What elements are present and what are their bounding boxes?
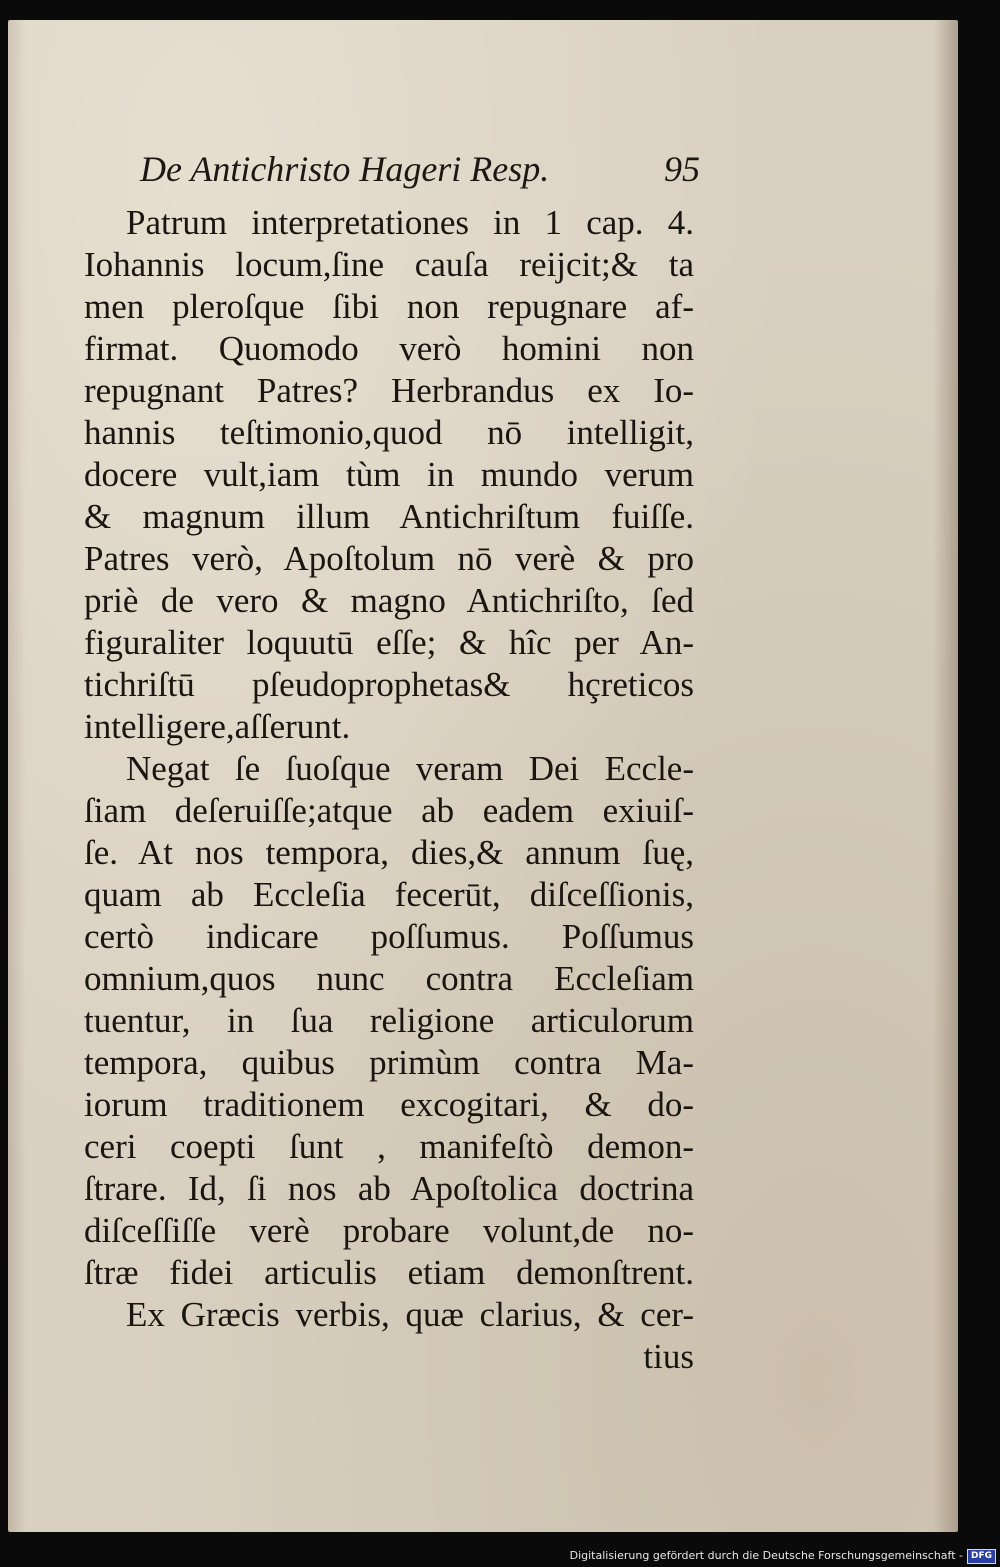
text-line: quam ab Eccleſia fecerūt, diſceſſionis, (84, 875, 694, 914)
text-line: Patrum interpretationes in 1 cap. 4. (126, 203, 694, 242)
text-line: Iohannis locum,ſine cauſa reijcit;& ta (84, 245, 694, 284)
text-line: certò indicare poſſumus. Poſſumus (84, 917, 694, 956)
running-title: De Antichristo Hageri Resp. (140, 149, 550, 189)
dfg-logo: DFG (967, 1549, 996, 1564)
text-line: tempora, quibus primùm contra Ma- (84, 1043, 694, 1082)
text-line: figuraliter loquutū eſſe; & hîc per An- (84, 623, 694, 662)
text-line: ſtrare. Id, ſi nos ab Apoſtolica doctrina (84, 1169, 694, 1208)
text-line: hannis teſtimonio,quod nō intelligit, (84, 413, 694, 452)
text-line: docere vult,iam tùm in mundo verum (84, 455, 694, 494)
running-header (140, 148, 700, 198)
text-line: iorum traditionem excogitari, & do- (84, 1085, 694, 1124)
book-page (8, 20, 958, 1532)
text-line: ceri coepti ſunt , manifeſtò demon- (84, 1127, 694, 1166)
text-line: ſe. At nos tempora, dies,& annum ſuę, (84, 833, 694, 872)
text-line: ſtræ fidei articulis etiam demonſtrent. (84, 1253, 694, 1292)
text-line: Negat ſe ſuoſque veram Dei Eccle- (126, 749, 694, 788)
page-number: 95 (664, 149, 700, 189)
main-text (84, 202, 694, 1378)
text-line: ſiam deſeruiſſe;atque ab eadem exiuiſ- (84, 791, 694, 830)
text-line: Ex Græcis verbis, quæ clarius, & cer- (126, 1295, 694, 1334)
text-line: repugnant Patres? Herbrandus ex Io- (84, 371, 694, 410)
text-line: tuentur, in ſua religione articulorum (84, 1001, 694, 1040)
text-line: firmat. Quomodo verò homini non (84, 329, 694, 368)
text-line: & magnum illum Antichriſtum fuiſſe. (84, 497, 694, 536)
text-line: tichriſtū pſeudoprophetas& hçreticos (84, 665, 694, 704)
text-line: men pleroſque ſibi non repugnare af- (84, 287, 694, 326)
text-line: priè de vero & magno Antichriſto, ſed (84, 581, 694, 620)
credit-text: Digitalisierung gefördert durch die Deutsche Forschungsgemeinschaft - (569, 1549, 963, 1562)
catchword: tius (643, 1337, 694, 1376)
text-line: omnium,quos nunc contra Eccleſiam (84, 959, 694, 998)
text-line: intelligere,aſſerunt. (84, 707, 351, 746)
text-line: Patres verò, Apoſtolum nō verè & pro (84, 539, 694, 578)
digitization-credit (570, 1547, 996, 1565)
text-line: diſceſſiſſe verè probare volunt,de no- (84, 1211, 694, 1250)
